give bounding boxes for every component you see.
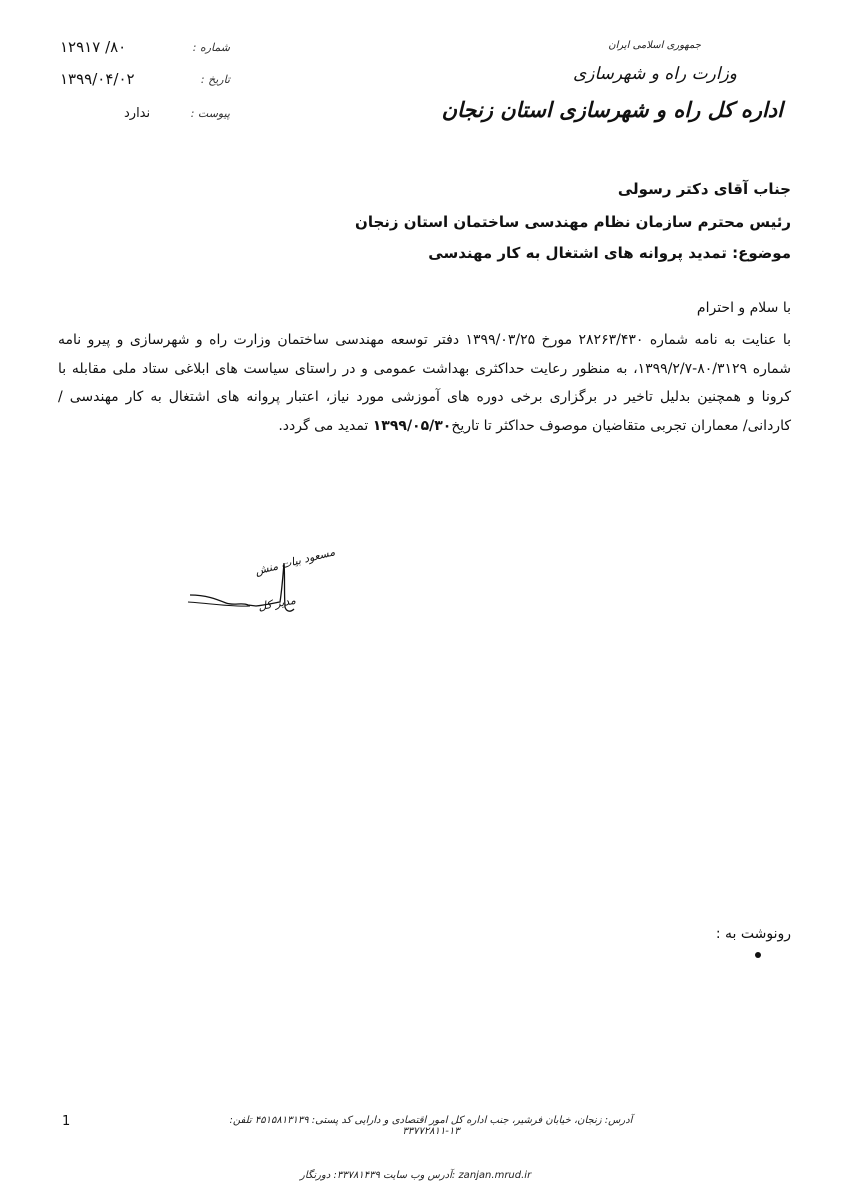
body-paragraph	[58, 326, 791, 440]
meta-number-label: شماره :	[192, 41, 230, 54]
meta-attachment-label: پیوست :	[190, 107, 230, 120]
page-number: 1	[62, 1114, 71, 1129]
signature-title: مدیر کل	[257, 593, 297, 614]
footer-address: آدرس: زنجان، خیابان فرشیر، جنب اداره کل امور اقتصادی و دارایی کد پستی: ۴۵۱۵۸۱۳۱۳۹ تلفن: ۱۳-۳۳۷۷۲۸۱۱	[229, 1115, 633, 1137]
body-end-text: تمدید می گردد.	[278, 417, 373, 434]
meta-date	[60, 70, 230, 96]
letter-subject: موضوع: تمدید پروانه های اشتغال به کار مهندسی	[428, 244, 791, 262]
letterhead-department: اداره کل راه و شهرسازی استان زنجان	[441, 98, 783, 122]
recipient-name: جناب آقای دکتر رسولی	[617, 180, 791, 198]
footer-website: zanjan.mrud.ir :آدرس وب سایت ۳۳۷۸۱۴۳۹: دورنگار	[300, 1170, 532, 1181]
cc-bullet	[755, 952, 761, 958]
meta-attachment	[60, 104, 230, 130]
meta-number	[60, 38, 230, 64]
meta-date-label: تاریخ :	[200, 73, 230, 86]
greeting: با سلام و احترام	[696, 300, 791, 316]
cc-label: رونوشت به :	[715, 926, 791, 942]
letterhead-ministry: وزارت راه و شهرسازی	[572, 64, 737, 84]
meta-number-value: ۸۰/ ۱۲۹۱۷	[60, 38, 127, 56]
meta-date-value: ۱۳۹۹/۰۴/۰۲	[60, 70, 135, 88]
letterhead-country: جمهوری اسلامی ایران	[608, 40, 701, 51]
body-main-text: با عنایت به نامه شماره ۲۸۲۶۳/۴۳۰ مورخ ۱۳۹۹/۰۳/۲۵ دفتر توسعه مهندسی ساختمان وزارت راه و شهرسازی و پیرو نامه شماره ۸۰/۳۱۲۹-۱۳۹۹/۲/۷، به منظور رعایت حداکثری بهداشت عمومی و در راستای سیاست های ابلاغی ستاد ملی مقابله با کرونا و همچنین بدلیل تاخیر در برگزاری برخی دوره های آموزشی مورد نیاز، اعتبار پروانه های اشتغال به کار مهندسی / کاردانی/ معماران تجربی متقاضیان موصوف حداکثر تا تاریخ	[58, 332, 791, 434]
body-deadline-date: ۱۳۹۹/۰۵/۳۰	[372, 417, 452, 434]
signature-name: مسعود بیات منش	[253, 545, 337, 578]
meta-attachment-value: ندارد	[124, 106, 151, 121]
recipient-title: رئیس محترم سازمان نظام مهندسی ساختمان استان زنجان	[355, 213, 791, 231]
